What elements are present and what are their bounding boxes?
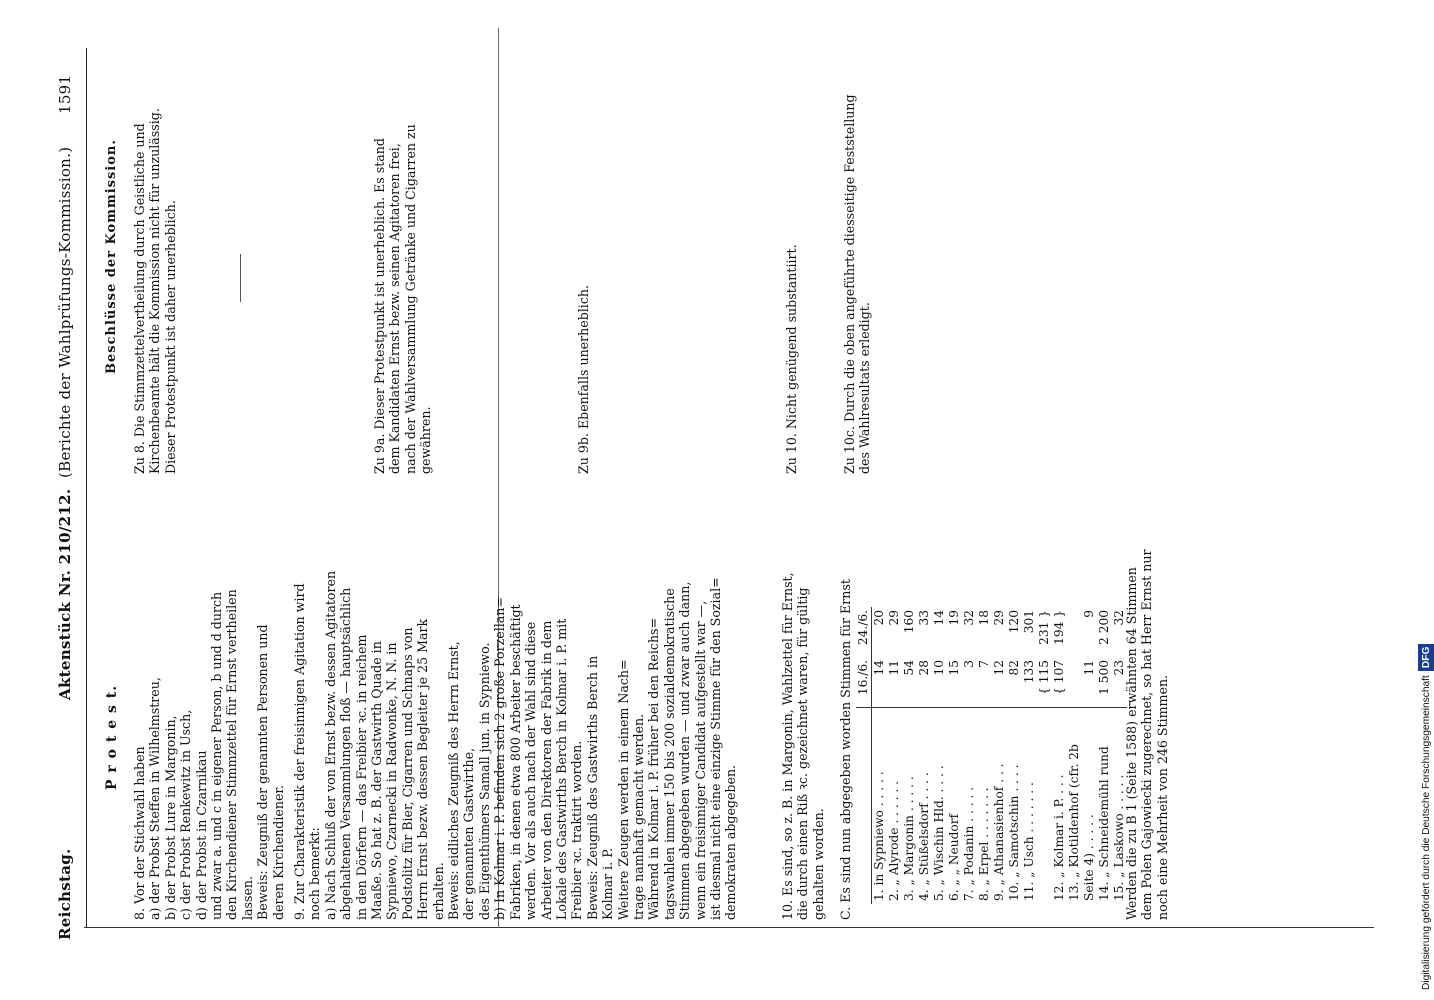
decision-zu-9b: Zu 9b. Ebenfalls unerheblich. — [576, 285, 591, 474]
table-row: 12. „ Kolmar i. P. . . . { 107 194 } — [1052, 610, 1066, 901]
header-left: Reichstag. — [56, 848, 74, 940]
table-row: 9. „ Athanasienhof . . . 12 29 — [992, 610, 1006, 901]
table-row: 10. „ Samotschin . . . . 82 120 — [1007, 610, 1021, 901]
header-document-number: Aktenstück Nr. 210/212. — [56, 488, 74, 700]
table-row: 5. „ Wischin Hld. . . . . 10 14 — [932, 610, 946, 901]
decision-zu-9a: Zu 9a. Dieser Protestpunkt ist unerheblich. Es stand dem Kandidaten Ernst bezw. seinen Agitatoren frei, nach der Wahlversammlung Getränke und Cigarren zu gewähren. — [372, 124, 434, 474]
digitization-credit — [1416, 0, 1434, 1000]
decisions-title: Beschlüsse der Kommission. — [104, 139, 119, 374]
table-row: 7. „ Podanin . . . . . 3 32 — [962, 610, 976, 901]
protest-item-9: 9. Zur Charakteristik der freisinnigen Agitation wird noch bemerkt: a) Nach Schluß der von Ernst bezw. dessen Agitatoren abgehaltenen Versammlungen floß — hauptsächlich in den Dörfern — das Freibier ꝛc. in reichem Maaße. So hat z. B. der Gastwirth Quade in Sypniewo, Czarnecki in Radwonke, N. N. in Podstolitz für Bier, Cigarren und Schnaps von Herrn Ernst bezw. dessen Begleiter je 25 Mark erhalten. Beweis: eidliches Zeugniß des Herrn Ernst, der genannten Gastwirthe, des Eigenthümers Samall jun. in Sypniewo. b) In Kolmar i. P. befinden sich 2 große Porzellan= Fabriken, in denen etwa 800 Arbeiter beschäftigt werden. Vor als auch nach der Wahl sind diese Arbeiter von den Direktoren der Fabrik in dem Lokale des Gastwirths Berch in Kolmar i. P. mit Freibier ꝛc. traktirt worden. Beweis: Zeugniß des Gastwirths Berch in Kolmar i. P. Weitere Zeugen werden in einem Nach= trage namhaft gemacht werden. Während in Kolmar i. P. früher bei den Reichs= tagswahlen immer 150 bis 200 sozialdemokratische Stimmen abgegeben wurden — und zwar auch dann, wenn ein freisinniger Candidat aufgestellt war —, ist diesmal nicht eine einzige Stimme für den Sozial= demokraten abgegeben. — [292, 570, 739, 920]
decision-zu-10: Zu 10. Nicht genügend substantiirt. — [784, 244, 799, 474]
table-row: 6. „ „ Neudorf 15 19 — [947, 610, 961, 901]
title-rule — [240, 254, 241, 302]
table-row: 13. „ Klotildenhof (cfr. 2b — [1067, 607, 1082, 904]
table-header-col2: 24./6. — [856, 610, 870, 646]
page-number: 1591 — [56, 74, 74, 114]
decision-zu-8: Zu 8. Die Stimmzettelvertheilung durch Geistliche und Kirchenbeamte hält die Kommission nicht für unzulässig. Dieser Protestpunkt ist daher unerheblich. — [132, 108, 178, 474]
credit-text: Digitalisierung gefördert durch die Deutsche Forschungsgemeinschaft — [1421, 675, 1432, 990]
table-row: Seite 4) . . . . . 11 9 — [1082, 610, 1096, 901]
section-c-intro: C. Es sind nun abgegeben worden Stimmen für Ernst — [838, 579, 853, 920]
decision-zu-10c: Zu 10c. Durch die oben angeführte diesseitige Feststellung des Wahlresultats erledigt. — [842, 94, 873, 474]
protest-item-8: 8. Vor der Stichwahl haben a) der Probst Steffen in Wilhelmstreu, b) der Probst Lure in Margonin, c) der Probst Renkewitz in Usch, d) der Probst in Czarnikau und zwar a. und c in eigener Person, b und d durch den Kirchendiener Stimmzettel für Ernst vertheilen lassen. Beweis: Zeugniß der genannten Personen und deren Kirchendiener. — [132, 589, 286, 920]
dfg-logo: DFG — [1418, 644, 1434, 672]
protest-item-10: 10. Es sind, so z. B. in Margonin, Wahlzettel für Ernst, die durch einen Riß ꝛc. gezeichnet waren, für gültig gehalten worden. — [780, 572, 826, 920]
table-row: 8. „ Erpel . . . . . . . 7 18 — [977, 610, 991, 901]
closing-paragraph: Werden die zu B 1 (Seite 1588) erwähnten 64 Stimmen dem Polen Gajowiecki zugerechnet, so hat Herr Ernst nur noch eine Mehrheit von 246 Stimmen. — [1124, 549, 1170, 920]
votes-table — [856, 607, 1127, 904]
table-row: 2. „ Alyrode . . . . . . 11 29 — [887, 610, 901, 901]
margin-rule — [84, 927, 1374, 928]
table-row: 1. in Sypniewo . . . . . 14 20 — [872, 607, 888, 904]
table-row: { 115 231 } — [1037, 607, 1052, 904]
header-subtitle: (Berichte der Wahlprüfungs-Kommission.) — [56, 146, 74, 478]
header-rule — [86, 48, 87, 928]
table-row: 15. „ Laskowo . . . . . 23 32 — [1112, 610, 1126, 901]
table-header-col1: 16./6. — [856, 657, 872, 708]
table-row: 3. „ Margonin . . . . . 54 160 — [902, 610, 916, 901]
protest-title: P r o t e s t. — [104, 684, 120, 790]
table-row: 14. „ Schneidemühl rund 1 500 2 200 — [1097, 610, 1111, 901]
table-row: 11. „ Usch . . . . . . . 133 301 — [1022, 610, 1036, 901]
table-row: 4. „ Stüßelsdorf . . . . 28 33 — [917, 610, 931, 901]
